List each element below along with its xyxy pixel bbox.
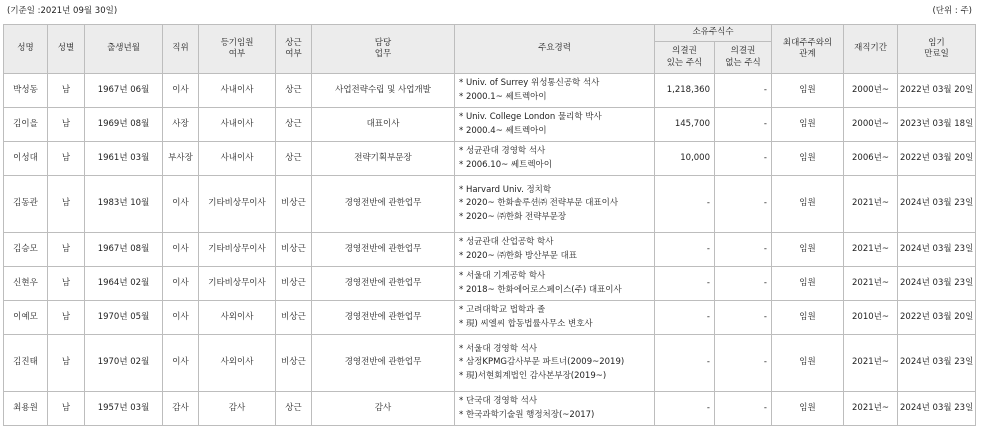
cell-name: 김동관 — [4, 176, 48, 233]
cell-career — [455, 301, 655, 335]
basis-date: 2021년 09월 30일 — [40, 6, 114, 16]
cell-position: 이사 — [163, 301, 199, 335]
career-line: * 2000.4~ 쎄트렉아이 — [459, 125, 547, 136]
cell-fulltime: 비상근 — [276, 176, 312, 233]
cell-birth: 1964년 02월 — [85, 267, 163, 301]
cell-duty: 대표이사 — [312, 108, 455, 142]
table-row — [4, 176, 976, 233]
cell-position: 부사장 — [163, 142, 199, 176]
cell-career — [455, 267, 655, 301]
col-registered — [199, 25, 276, 74]
col-term-line2: 만료일 — [924, 49, 949, 59]
career-line: * 성균관대 경영학 석사 — [459, 145, 546, 156]
cell-term: 2023년 03월 18일 — [898, 108, 976, 142]
cell-birth: 1983년 10월 — [85, 176, 163, 233]
cell-tenure: 2021년~ — [844, 267, 898, 301]
career-line: * 2020~ 한화솔루션㈜ 전략부문 대표이사 — [459, 198, 619, 209]
cell-registered: 기타비상무이사 — [199, 176, 276, 233]
table-row — [4, 142, 976, 176]
career-line: * Univ. of Surrey 위성통신공학 석사 — [459, 77, 600, 88]
cell-gender: 남 — [48, 392, 85, 426]
table-row — [4, 233, 976, 267]
cell-tenure: 2021년~ — [844, 392, 898, 426]
header-line — [0, 4, 985, 16]
cell-term: 2024년 03월 23일 — [898, 335, 976, 392]
col-registered-line1: 등기임원 — [220, 37, 254, 48]
cell-fulltime: 상근 — [276, 74, 312, 108]
cell-position: 이사 — [163, 267, 199, 301]
col-shares-group: 소유주식수 — [655, 25, 772, 42]
table-row — [4, 335, 976, 392]
cell-relation: 임원 — [772, 233, 844, 267]
executives-table — [3, 24, 976, 426]
table-row — [4, 267, 976, 301]
cell-relation: 임원 — [772, 301, 844, 335]
col-nonvoting-line1: 의결권 — [730, 46, 756, 57]
cell-name: 박성동 — [4, 74, 48, 108]
cell-gender: 남 — [48, 233, 85, 267]
career-line: * 한국과학기술원 행정처장(~2017) — [459, 409, 595, 420]
cell-career — [455, 176, 655, 233]
career-line: * 서울대 경영학 석사 — [459, 343, 538, 354]
cell-term: 2024년 03월 23일 — [898, 267, 976, 301]
cell-voting-shares: 10,000 — [655, 142, 715, 176]
col-registered-line2: 여부 — [228, 49, 246, 59]
cell-fulltime: 상근 — [276, 142, 312, 176]
col-duty-line2: 업무 — [374, 49, 392, 59]
cell-duty: 전략기획부문장 — [312, 142, 455, 176]
cell-tenure: 2010년~ — [844, 301, 898, 335]
career-line: * 서울대 기계공학 학사 — [459, 270, 546, 281]
cell-nonvoting-shares: - — [715, 176, 772, 233]
col-nonvoting-shares — [715, 42, 772, 74]
cell-birth: 1967년 06월 — [85, 74, 163, 108]
cell-position: 사장 — [163, 108, 199, 142]
col-nonvoting-line2: 없는 주식 — [725, 57, 761, 68]
col-name: 성명 — [4, 25, 48, 74]
cell-nonvoting-shares: - — [715, 74, 772, 108]
cell-registered: 기타비상무이사 — [199, 267, 276, 301]
table-body — [4, 74, 976, 426]
col-fulltime — [276, 25, 312, 74]
career-line: * 2020~ ㈜한화 전략부문장 — [459, 211, 567, 222]
cell-relation: 임원 — [772, 176, 844, 233]
cell-gender: 남 — [48, 267, 85, 301]
cell-duty: 사업전략수립 및 사업개발 — [312, 74, 455, 108]
cell-nonvoting-shares: - — [715, 301, 772, 335]
table-row — [4, 301, 976, 335]
cell-career — [455, 108, 655, 142]
cell-duty: 경영전반에 관한업무 — [312, 335, 455, 392]
cell-relation: 임원 — [772, 74, 844, 108]
table-row — [4, 74, 976, 108]
cell-tenure: 2021년~ — [844, 233, 898, 267]
cell-registered: 사외이사 — [199, 335, 276, 392]
cell-term: 2022년 03월 20일 — [898, 142, 976, 176]
cell-voting-shares: 145,700 — [655, 108, 715, 142]
cell-fulltime: 상근 — [276, 392, 312, 426]
cell-fulltime: 상근 — [276, 108, 312, 142]
cell-position: 이사 — [163, 335, 199, 392]
cell-tenure: 2021년~ — [844, 176, 898, 233]
col-relation — [772, 25, 844, 74]
col-voting-line2: 있는 주식 — [666, 57, 703, 68]
cell-duty: 감사 — [312, 392, 455, 426]
cell-voting-shares: - — [655, 233, 715, 267]
cell-term: 2022년 03월 20일 — [898, 301, 976, 335]
cell-nonvoting-shares: - — [715, 392, 772, 426]
col-career: 주요경력 — [455, 25, 655, 74]
cell-position: 이사 — [163, 176, 199, 233]
cell-registered: 사외이사 — [199, 301, 276, 335]
career-line: * 성균관대 산업공학 학사 — [459, 236, 554, 247]
cell-fulltime: 비상근 — [276, 301, 312, 335]
basis-date-line — [7, 4, 117, 16]
cell-term: 2022년 03월 20일 — [898, 74, 976, 108]
cell-duty: 경영전반에 관한업무 — [312, 301, 455, 335]
cell-career — [455, 142, 655, 176]
unit-label: (단위 : 주) — [932, 6, 972, 16]
cell-career — [455, 74, 655, 108]
career-line: * 現)서현회계법인 감사본부장(2019~) — [459, 370, 607, 381]
cell-voting-shares: - — [655, 301, 715, 335]
col-relation-line1: 최대주주와의 — [782, 37, 833, 48]
col-term-line1: 임기 — [928, 37, 945, 48]
cell-tenure: 2021년~ — [844, 335, 898, 392]
career-line: * 2006.10~ 쎄트렉아이 — [459, 159, 552, 170]
cell-fulltime: 비상근 — [276, 335, 312, 392]
col-fulltime-line2: 여부 — [285, 49, 302, 59]
cell-duty: 경영전반에 관한업무 — [312, 267, 455, 301]
cell-birth: 1970년 02월 — [85, 335, 163, 392]
career-line: * 단국대 경영학 석사 — [459, 395, 538, 406]
career-line: * 고려대학교 법학과 졸 — [459, 304, 546, 315]
col-gender: 성별 — [48, 25, 85, 74]
cell-relation: 임원 — [772, 108, 844, 142]
basis-close: ) — [113, 6, 118, 16]
col-duty-line1: 담당 — [374, 37, 392, 48]
cell-gender: 남 — [48, 301, 85, 335]
cell-birth: 1970년 05월 — [85, 301, 163, 335]
cell-relation: 임원 — [772, 335, 844, 392]
table-row — [4, 392, 976, 426]
cell-birth: 1967년 08월 — [85, 233, 163, 267]
basis-label: (기준일 : — [7, 6, 41, 16]
cell-name: 이성대 — [4, 142, 48, 176]
cell-gender: 남 — [48, 108, 85, 142]
cell-relation: 임원 — [772, 142, 844, 176]
cell-gender: 남 — [48, 74, 85, 108]
col-position: 직위 — [163, 25, 199, 74]
col-voting-line1: 의결권 — [672, 46, 697, 57]
career-line: * Harvard Univ. 정치학 — [459, 184, 552, 195]
cell-term: 2024년 03월 23일 — [898, 233, 976, 267]
cell-career — [455, 392, 655, 426]
cell-registered: 사내이사 — [199, 108, 276, 142]
cell-nonvoting-shares: - — [715, 108, 772, 142]
cell-gender: 남 — [48, 142, 85, 176]
cell-registered: 기타비상무이사 — [199, 233, 276, 267]
cell-name: 신현우 — [4, 267, 48, 301]
table-header — [4, 25, 976, 74]
cell-birth: 1969년 08월 — [85, 108, 163, 142]
cell-gender: 남 — [48, 335, 85, 392]
cell-tenure: 2000년~ — [844, 74, 898, 108]
cell-voting-shares: - — [655, 335, 715, 392]
cell-career — [455, 335, 655, 392]
career-line: * 2020~ ㈜한화 방산부문 대표 — [459, 250, 578, 261]
cell-name: 김승모 — [4, 233, 48, 267]
cell-registered: 사내이사 — [199, 142, 276, 176]
career-line: * Univ. College London 물리학 박사 — [459, 111, 602, 122]
table-row — [4, 108, 976, 142]
cell-registered: 감사 — [199, 392, 276, 426]
col-fulltime-line1: 상근 — [285, 37, 302, 48]
cell-voting-shares: - — [655, 176, 715, 233]
cell-name: 최용원 — [4, 392, 48, 426]
career-line: * 現) 씨엘씨 합동법률사무소 변호사 — [459, 318, 593, 329]
cell-birth: 1961년 03월 — [85, 142, 163, 176]
cell-position: 감사 — [163, 392, 199, 426]
cell-career — [455, 233, 655, 267]
cell-voting-shares: - — [655, 392, 715, 426]
cell-nonvoting-shares: - — [715, 233, 772, 267]
cell-fulltime: 비상근 — [276, 267, 312, 301]
cell-relation: 임원 — [772, 267, 844, 301]
cell-term: 2024년 03월 23일 — [898, 176, 976, 233]
cell-tenure: 2000년~ — [844, 108, 898, 142]
cell-gender: 남 — [48, 176, 85, 233]
cell-name: 김이을 — [4, 108, 48, 142]
col-relation-line2: 관계 — [799, 49, 816, 59]
career-line: * 삼정KPMG감사부문 파트너(2009~2019) — [459, 357, 625, 368]
cell-name: 이예모 — [4, 301, 48, 335]
cell-duty: 경영전반에 관한업무 — [312, 233, 455, 267]
cell-birth: 1957년 03월 — [85, 392, 163, 426]
cell-position: 이사 — [163, 74, 199, 108]
cell-registered: 사내이사 — [199, 74, 276, 108]
cell-name: 김진태 — [4, 335, 48, 392]
cell-voting-shares: - — [655, 267, 715, 301]
career-line: * 2018~ 한화에어로스페이스(주) 대표이사 — [459, 284, 622, 295]
col-voting-shares — [655, 42, 715, 74]
cell-tenure: 2006년~ — [844, 142, 898, 176]
cell-nonvoting-shares: - — [715, 335, 772, 392]
cell-nonvoting-shares: - — [715, 142, 772, 176]
col-duty — [312, 25, 455, 74]
cell-fulltime: 비상근 — [276, 233, 312, 267]
cell-voting-shares: 1,218,360 — [655, 74, 715, 108]
cell-term: 2024년 03월 23일 — [898, 392, 976, 426]
cell-duty: 경영전반에 관한업무 — [312, 176, 455, 233]
col-term — [898, 25, 976, 74]
cell-nonvoting-shares: - — [715, 267, 772, 301]
col-tenure: 재직기간 — [844, 25, 898, 74]
col-birth: 출생년월 — [85, 25, 163, 74]
cell-relation: 임원 — [772, 392, 844, 426]
career-line: * 2000.1~ 쎄트렉아이 — [459, 91, 547, 102]
cell-position: 이사 — [163, 233, 199, 267]
